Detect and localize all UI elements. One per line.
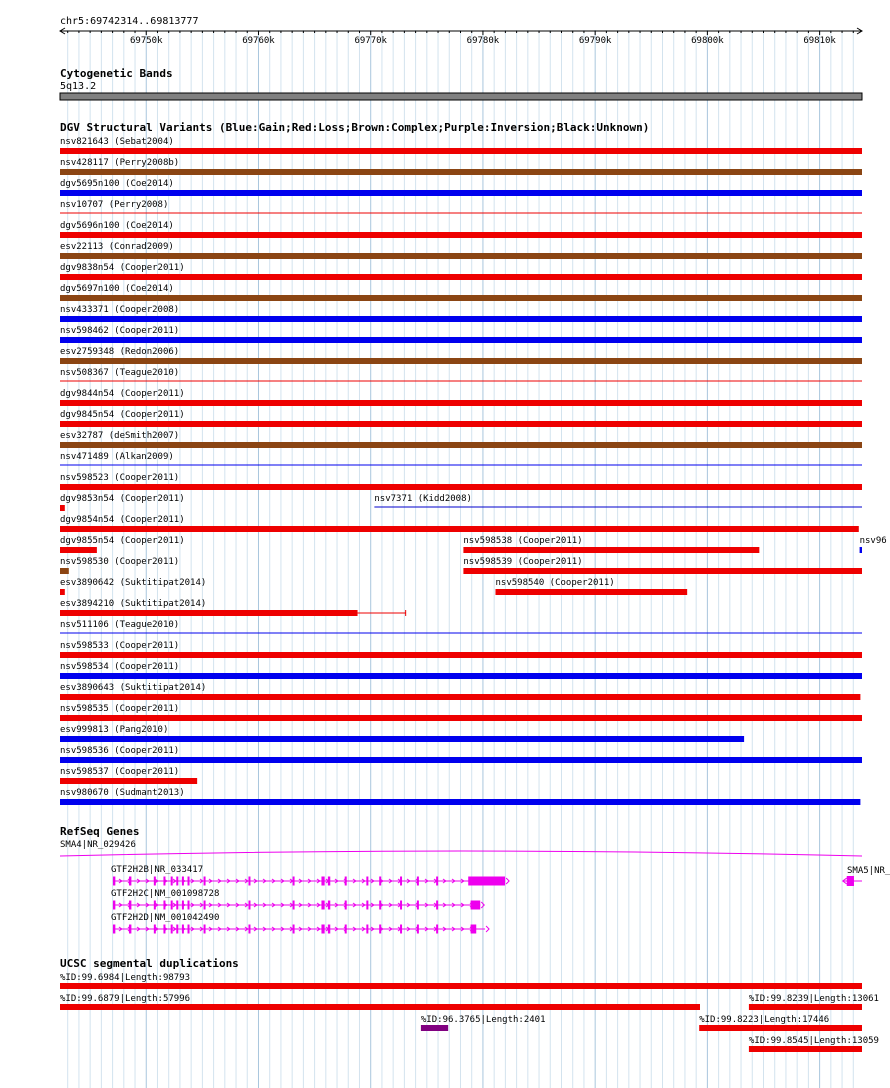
variant-label: esv3894210 (Suktitipat2014) xyxy=(60,599,207,609)
gene-exon xyxy=(366,877,368,886)
variant-label: dgv9853n54 (Cooper2011) xyxy=(60,494,185,504)
gene-exon xyxy=(204,925,206,934)
variant-label: esv3890643 (Suktitipat2014) xyxy=(60,683,207,693)
variant-bar[interactable] xyxy=(60,673,862,679)
ruler-tick-label: 69810k xyxy=(803,36,836,46)
sma5-gene-label: SMA5|NR_ xyxy=(847,866,890,876)
variant-label: nsv508367 (Teague2010) xyxy=(60,368,180,378)
gene-exon xyxy=(379,877,381,886)
ruler-tick-label: 69770k xyxy=(354,36,387,46)
gene-exon xyxy=(400,901,402,910)
gene-exon xyxy=(436,877,438,886)
segdup-label: %ID:99.8223|Length:17446 xyxy=(699,1015,830,1025)
variant-label: dgv9855n54 (Cooper2011) xyxy=(60,536,185,546)
variant-label: esv32787 (deSmith2007) xyxy=(60,431,180,441)
gene-exon xyxy=(400,877,402,886)
gene-exon xyxy=(471,925,477,934)
variant-bar[interactable] xyxy=(860,547,862,553)
variant-bar[interactable] xyxy=(60,715,862,721)
variant-bar[interactable] xyxy=(60,652,862,658)
gene-exon xyxy=(176,877,178,886)
variant-bar[interactable] xyxy=(463,568,862,574)
gene-exon xyxy=(436,925,438,934)
gene-exon xyxy=(417,925,419,934)
variant-bar[interactable] xyxy=(60,169,862,175)
gene-exon xyxy=(182,925,184,934)
gene-exon xyxy=(176,901,178,910)
variant-label: dgv9844n54 (Cooper2011) xyxy=(60,389,185,399)
variant-label: nsv428117 (Perry2008b) xyxy=(60,158,180,168)
gene-exon xyxy=(176,925,178,934)
variant-bar[interactable] xyxy=(60,295,862,301)
variant-label: dgv5696n100 (Coe2014) xyxy=(60,221,174,231)
gene-exon xyxy=(468,877,505,886)
gene-exon xyxy=(188,901,190,910)
variant-bar[interactable] xyxy=(60,190,862,196)
variant-bar[interactable] xyxy=(60,232,862,238)
variant-label: nsv980670 (Sudmant2013) xyxy=(60,788,185,798)
segdup-label: %ID:99.8545|Length:13059 xyxy=(748,1036,879,1046)
gene-exon xyxy=(171,877,173,886)
refseq-track xyxy=(60,840,890,934)
segdup-label: %ID:96.3765|Length:2401 xyxy=(420,1015,546,1025)
variant-label: nsv821643 (Sebat2004) xyxy=(60,137,174,147)
variant-bar[interactable] xyxy=(60,484,862,490)
gene-exon xyxy=(345,901,347,910)
gene-end-arrow-icon xyxy=(506,878,509,884)
variant-label: nsv598533 (Cooper2011) xyxy=(60,641,180,651)
variant-label: dgv9854n54 (Cooper2011) xyxy=(60,515,185,525)
gene-exon xyxy=(400,925,402,934)
sma5-exon xyxy=(847,876,854,886)
gene-exon xyxy=(417,901,419,910)
variant-label: nsv598523 (Cooper2011) xyxy=(60,473,180,483)
gene-exon xyxy=(163,877,165,886)
variant-label: dgv5697n100 (Coe2014) xyxy=(60,284,174,294)
variant-label: nsv598538 (Cooper2011) xyxy=(463,536,583,546)
position-label: chr5:69742314..69813777 xyxy=(60,16,199,27)
variant-bar[interactable] xyxy=(60,400,862,406)
variant-label: dgv9845n54 (Cooper2011) xyxy=(60,410,185,420)
cytoband-bar[interactable] xyxy=(60,93,862,100)
gene-label: GTF2H2D|NM_001042490 xyxy=(111,913,220,923)
cytoband-track-title[interactable]: Cytogenetic Bands xyxy=(60,67,173,80)
segdup-bar[interactable] xyxy=(749,1046,862,1052)
gene-exon xyxy=(345,877,347,886)
gene-label: GTF2H2C|NM_001098728 xyxy=(111,889,220,899)
sma4-gene-label: SMA4|NR_029426 xyxy=(60,840,136,850)
segdup-track-title[interactable]: UCSC segmental duplications xyxy=(60,957,239,970)
ruler-tick-label: 69780k xyxy=(466,36,500,46)
variant-label: esv3890642 (Suktitipat2014) xyxy=(60,578,207,588)
segdup-track xyxy=(60,973,879,1052)
gene-label: GTF2H2B|NR_033417 xyxy=(111,865,204,875)
gene-exon xyxy=(471,901,481,910)
segdup-bar[interactable] xyxy=(60,983,862,989)
variant-bar[interactable] xyxy=(60,253,862,259)
gene-exon xyxy=(345,925,347,934)
variant-label: nsv598462 (Cooper2011) xyxy=(60,326,180,336)
variant-label: esv22113 (Conrad2009) xyxy=(60,242,174,252)
segdup-bar[interactable] xyxy=(421,1025,448,1031)
segdup-bar[interactable] xyxy=(749,1004,862,1010)
variant-label: nsv598539 (Cooper2011) xyxy=(463,557,583,567)
variant-label: nsv511106 (Teague2010) xyxy=(60,620,180,630)
cytoband-label: 5q13.2 xyxy=(60,81,97,92)
gene-exon xyxy=(113,877,115,886)
variant-bar[interactable] xyxy=(60,610,358,616)
gene-exon xyxy=(328,901,330,910)
variant-bar[interactable] xyxy=(60,757,862,763)
variant-bar[interactable] xyxy=(60,316,862,322)
variant-bar[interactable] xyxy=(60,568,69,574)
variant-bar[interactable] xyxy=(60,799,860,805)
variant-label: esv2759348 (Redon2006) xyxy=(60,347,180,357)
dgv-track-title[interactable]: DGV Structural Variants (Blue:Gain;Red:Loss;Brown:Complex;Purple:Inversion;Black:Unknown) xyxy=(60,121,650,134)
gene-exon xyxy=(321,877,324,886)
gene-exon xyxy=(248,901,250,910)
gene-exon xyxy=(113,901,115,910)
variant-label: nsv96 xyxy=(859,536,887,546)
gene-exon xyxy=(163,925,165,934)
gene-exon xyxy=(328,877,330,886)
variant-bar[interactable] xyxy=(60,547,97,553)
gene-exon xyxy=(171,901,173,910)
segdup-bar[interactable] xyxy=(60,1004,700,1010)
gene-exon xyxy=(129,877,131,886)
variant-bar[interactable] xyxy=(463,547,759,553)
variant-bar[interactable] xyxy=(495,589,687,595)
variant-label: esv999813 (Pang2010) xyxy=(60,725,169,735)
gene-exon xyxy=(154,901,156,910)
gene-exon xyxy=(129,901,131,910)
variant-bar[interactable] xyxy=(60,358,862,364)
gene-exon xyxy=(321,925,324,934)
variant-bar[interactable] xyxy=(60,526,859,532)
gene-exon xyxy=(113,925,115,934)
gene-exon xyxy=(379,925,381,934)
variant-label: nsv598537 (Cooper2011) xyxy=(60,767,180,777)
gene-exon xyxy=(436,901,438,910)
segdup-label: %ID:99.6879|Length:57996 xyxy=(60,994,191,1004)
variant-bar[interactable] xyxy=(60,694,860,700)
refseq-track-title[interactable]: RefSeq Genes xyxy=(60,825,140,838)
gene-exon xyxy=(204,901,206,910)
gene-exon xyxy=(188,877,190,886)
variant-bar[interactable] xyxy=(60,274,862,280)
variant-bar[interactable] xyxy=(60,778,197,784)
gene-exon xyxy=(293,925,295,934)
variant-bar[interactable] xyxy=(60,148,862,154)
variant-label: nsv598536 (Cooper2011) xyxy=(60,746,180,756)
variant-bar[interactable] xyxy=(60,442,862,448)
segdup-bar[interactable] xyxy=(699,1025,862,1031)
ruler-tick-label: 69760k xyxy=(242,36,275,46)
variant-bar[interactable] xyxy=(60,337,862,343)
gene-exon xyxy=(154,877,156,886)
gene-exon xyxy=(154,925,156,934)
variant-label: nsv598530 (Cooper2011) xyxy=(60,557,180,567)
gene-exon xyxy=(366,925,368,934)
gene-exon xyxy=(321,901,324,910)
gene-exon xyxy=(366,901,368,910)
gene-exon xyxy=(182,877,184,886)
variant-label: nsv598534 (Cooper2011) xyxy=(60,662,180,672)
gene-exon xyxy=(379,901,381,910)
gene-exon xyxy=(163,901,165,910)
gene-exon xyxy=(171,925,173,934)
gene-exon xyxy=(182,901,184,910)
gene-exon xyxy=(204,877,206,886)
variant-bar[interactable] xyxy=(60,589,65,595)
gene-exon xyxy=(417,877,419,886)
variant-label: nsv10707 (Perry2008) xyxy=(60,200,169,210)
gene-exon xyxy=(248,877,250,886)
gene-exon xyxy=(129,925,131,934)
gene-end-arrow-icon xyxy=(486,926,489,932)
segdup-label: %ID:99.6984|Length:98793 xyxy=(60,973,191,983)
variant-label: nsv433371 (Cooper2008) xyxy=(60,305,180,315)
variant-label: dgv5695n100 (Coe2014) xyxy=(60,179,174,189)
variant-label: nsv598540 (Cooper2011) xyxy=(495,578,615,588)
variant-bar[interactable] xyxy=(60,421,862,427)
variant-label: nsv471489 (Alkan2009) xyxy=(60,452,174,462)
gene-exon xyxy=(293,901,295,910)
variant-label: nsv598535 (Cooper2011) xyxy=(60,704,180,714)
ruler-tick-label: 69750k xyxy=(129,36,163,46)
variant-bar[interactable] xyxy=(60,736,744,742)
dgv-track xyxy=(60,137,887,805)
ruler-tick-label: 69800k xyxy=(691,36,724,46)
gene-exon xyxy=(293,877,295,886)
variant-label: dgv9838n54 (Cooper2011) xyxy=(60,263,185,273)
gene-exon xyxy=(248,925,250,934)
variant-label: nsv7371 (Kidd2008) xyxy=(374,494,472,504)
gene-exon xyxy=(328,925,330,934)
ruler-tick-label: 69790k xyxy=(578,36,612,46)
gene-exon xyxy=(188,925,190,934)
segdup-label: %ID:99.8239|Length:13061 xyxy=(748,994,879,1004)
variant-bar[interactable] xyxy=(60,505,65,511)
